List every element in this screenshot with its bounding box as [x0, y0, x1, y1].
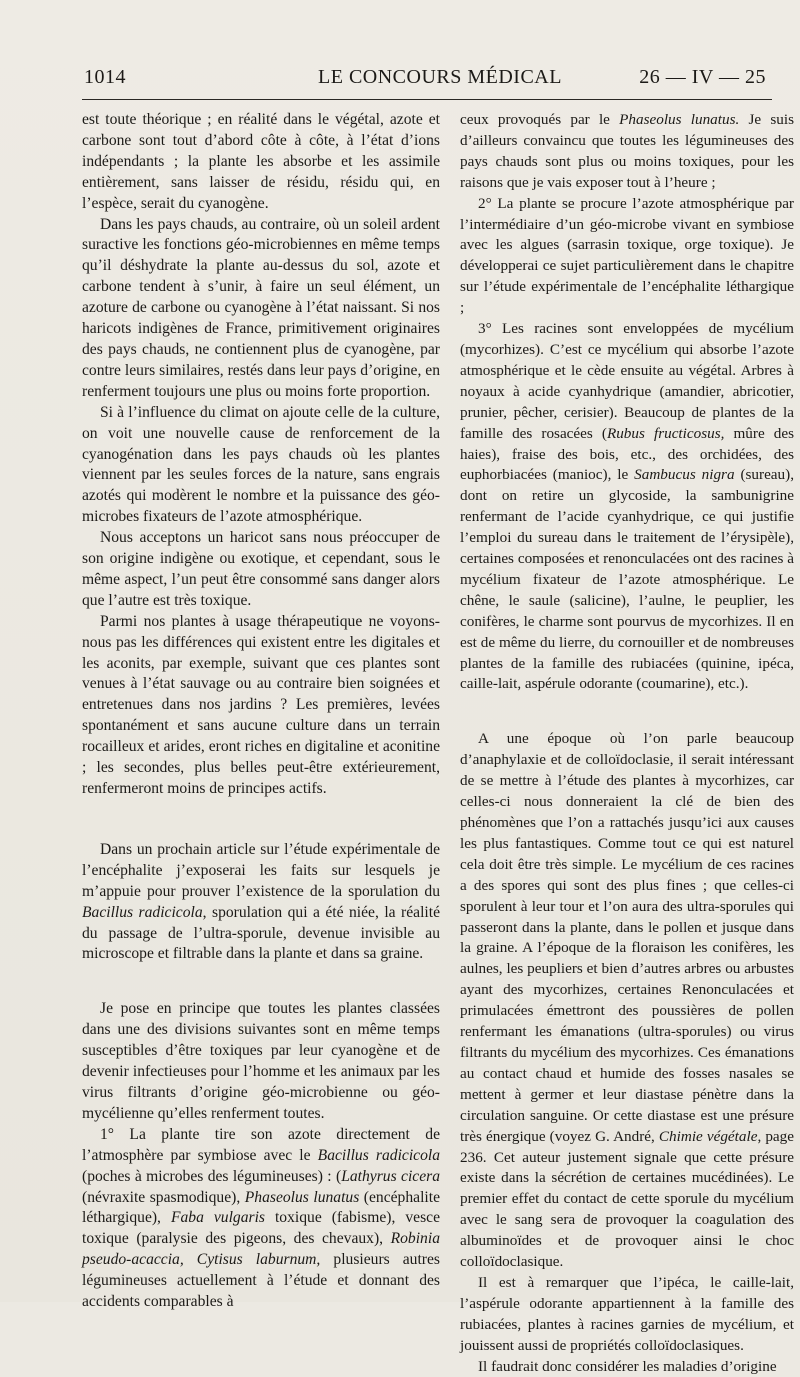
page-header	[84, 66, 766, 94]
paragraph: A une époque où l’on parle beaucoup d’anaphylaxie et de colloïdoclasie, il serait intéressant de se mettre à l’étude des plantes à mycorhizes, car celles-ci nous donneraient la clé de bien des phénomènes que l’on a rattachés jusqu’ici aux causes les plus fantastiques. Comme tout ce qui est naturel cela doit être très simple. Le mycélium de ces racines a des spores qui sont des plus fines ; que celles-ci sporulent à leur tour et l’on aura des ultra-sporules qui passeront dans la plante, dans le pollen et jusque dans la graine. A l’époque de la floraison les conifères, les aulnes, les peupliers et bien d’autres arbres ou arbustes ayant des mycorhizes, certaines Renonculacées et primulacées émettront des poussières de pollen renfermant les émanations (ultra-sporules) ou virus filtrants du mycélium des mycorhizes. Ces émanations au contact chaud et humide des fosses nasales se mettent à germer et leur diastase pénètre dans la circulation sanguine. Or cette diastase est une présure très énergique (voyez G. André, Chimie végétale, page 236. Cet auteur justement signale que cette présure existe dans la sécrétion de certaines mucédinées). Le premier effet du contact de cette sporule du mycélium avec le sang sera de provoquer la coagulation des albuminoïdes et de provoquer ainsi le choc colloïdoclasique.	[460, 730, 794, 1271]
paragraph: 1° La plante tire son azote directement de l’atmosphère par symbiose avec le Bacillus radicicola (poches à microbes des légumineuses) : (Lathyrus cicera (névraxite spasmodique), Phaseolus lunatus (encéphalite léthargique), Faba vulgaris toxique (fabisme), vesce toxique (paralysie des pigeons, des chevaux), Robinia pseudo-acaccia, Cytisus laburnum, plusieurs autres légumineuses actuellement à l’étude et donnant des accidents comparables à	[82, 1125, 441, 1311]
left-column	[82, 110, 440, 1313]
paragraph: 2° La plante se procure l’azote atmosphérique par l’intermédiaire d’un géo-microbe vivant en symbiose avec les algues (sarrasin toxique, orge toxique). Je développerai ce sujet particulièrement dans le chapitre sur l’étude expérimentale de l’encéphalite léthargique ;	[460, 194, 794, 317]
page-number: 1014	[84, 66, 126, 88]
paragraph: Nous acceptons un haricot sans nous préoccuper de son origine indigène ou exotique, et cependant, sous le même aspect, l’un peut être consommé sans danger alors que l’autre est très toxique.	[82, 529, 440, 609]
paragraph: Si à l’influence du climat on ajoute celle de la culture, on voit une nouvelle cause de renforcement de la cyanogénation dans les pays chauds où les plantes viennent par les seules forces de la nature, sans engrais azotés qui modèrent le nombre et la puissance des géo-microbes fixateurs de l’azote atmosphérique.	[82, 403, 440, 526]
paragraph: ceux provoqués par le Phaseolus lunatus. Je suis d’ailleurs convaincu que toutes les légumineuses des pays chauds sont plus ou moins toxiques, pour les raisons que je vais exposer tout à l’heure ;	[460, 111, 794, 191]
paragraph: 3° Les racines sont enveloppées de mycélium (mycorhizes). C’est ce mycélium qui absorbe l’azote atmosphérique et le cède ensuite au végétal. Arbres à noyaux à acide cyanhydrique (amandier, abricotier, prunier, pêcher, cerisier). Beaucoup de plantes de la famille des rosacées (Rubus fructicosus, mûre des haies), fraise des bois, etc., des orchidées, des euphorbiacées (manioc), le Sambucus nigra (sureau), dont on retire un glycoside, la sambunigrine renfermant de l’acide cyanhydrique, ce qui justifie l’emploi du sureau dans le traitement de l’érysipèle), certaines composées et renonculacées ont des racines à mycélium fixateur de l’azote atmosphérique. Le chêne, le saule (salicine), l’aulne, le peuplier, les conifères, le charme sont pourvus de mycorhizes. Il en est de même du lierre, du cornouiller et de nombreuses plantes de la famille des rubiacées (quinine, ipéca, caille-lait, aspérule odorante (coumarine), etc.).	[460, 320, 794, 693]
paragraph: Dans les pays chauds, au contraire, où un soleil ardent suractive les fonctions géo-microbiennes en même temps qu’il déshydrate la plante au-dessus du sol, azote et carbone tendent à s’unir, à faire un seul élément, un azoture de carbone ou cyanogène à l’état naissant. Si nos haricots indigènes de France, primitivement originaires des pays chauds, ne contiennent plus de cyanogène, par contre leurs similaires, restés dans leur pays d’origine, en renferment toujours une plus ou moins forte proportion.	[82, 215, 440, 400]
header-rule	[82, 99, 772, 100]
paragraph: est toute théorique ; en réalité dans le végétal, azote et carbone sont tout d’abord côte à côte, à l’état d’ions indépendants ; la plante les absorbe et les assimile entièrement, sans laisser de résidu, résidu qui, en l’espèce, serait du cyanogène.	[82, 111, 440, 212]
paragraph: Dans un prochain article sur l’étude expérimentale de l’encéphalite j’exposerai les faits sur lesquels je m’appuie pour prouver l’existence de la sporulation du Bacillus radicicola, sporulation qui a été niée, la réalité du passage de l’ultra-sporule, devenue invisible au microscope et filtrable dans la plante et dans sa graine.	[82, 840, 440, 963]
journal-title: LE CONCOURS MÉDICAL	[318, 66, 562, 88]
paragraph: Je pose en principe que toutes les plantes classées dans une des divisions suivantes sont en même temps susceptibles d’être toxiques par leur cyanogène et de devenir infectieuses pour l’homme et les animaux par les virus filtrants d’origine géo-microbienne ou géo-mycélienne qu’elles renferment toutes.	[82, 1000, 440, 1122]
issue-date: 26 — IV — 25	[639, 66, 766, 88]
paragraph: Parmi nos plantes à usage thérapeutique ne voyons-nous pas les différences qui existent entre les digitales et les aconits, par exemple, suivant que ces plantes sont venues à l’état sauvage ou au contraire bien soignées et entretenues dans nos jardins ? Les premières, levées spontanément et sans aucune culture dans un terrain rocailleux et arides, eront riches en digitaline et aconitine ; les secondes, plus belles peut-être extérieurement, renfermeront moins de principes actifs.	[82, 612, 440, 797]
right-column	[460, 110, 794, 1377]
paragraph: Il faudrait donc considérer les maladies d’origine	[478, 1357, 777, 1375]
paragraph: Il est à remarquer que l’ipéca, le caille-lait, l’aspérule odorante appartiennent à la famille des rubiacées, plantes à racines garnies de mycélium, et jouissent aussi de propriétés colloïdoclasiques.	[460, 1273, 794, 1354]
